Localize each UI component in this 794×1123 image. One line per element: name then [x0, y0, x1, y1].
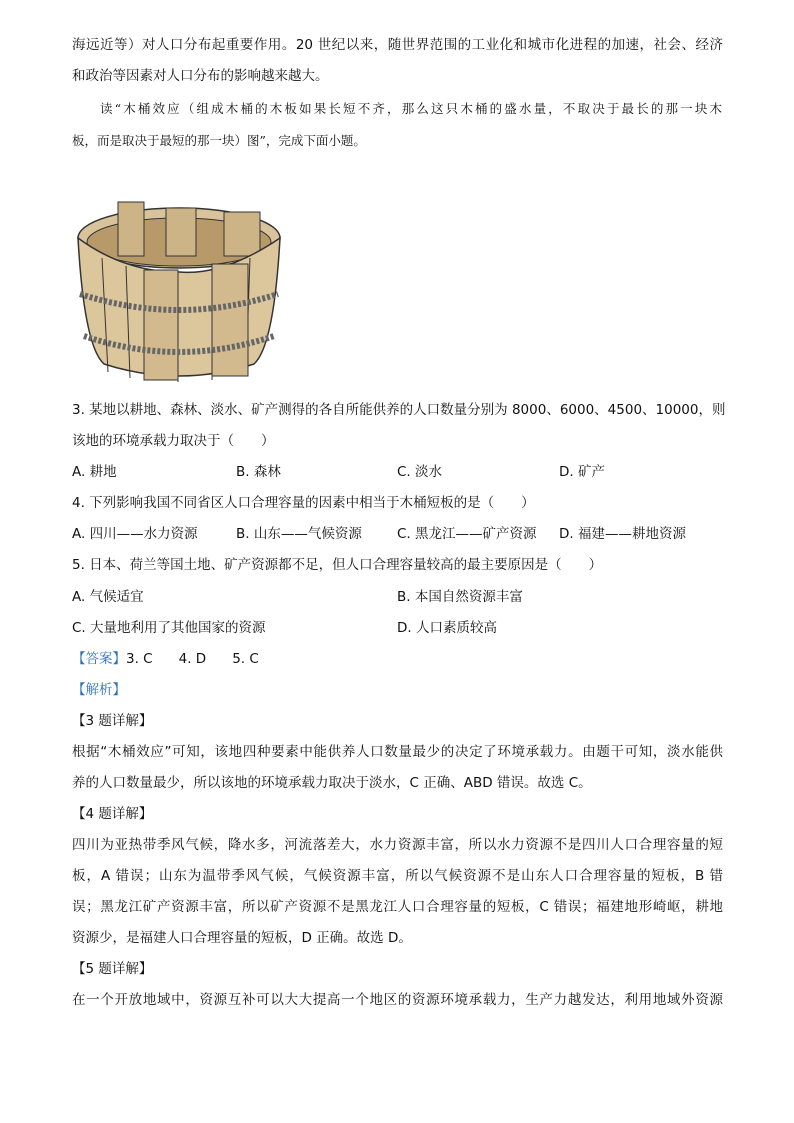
analysis-line: 板，A 错误；山东为温带季风气候，气候资源丰富，所以气候资源不是山东人口合理容量的短板，B 错	[72, 868, 723, 884]
question-5-option-c[interactable]: C. 大量地利用了其他国家的资源	[72, 620, 266, 636]
analysis-line: 四川为亚热带季风气候，降水多，河流落差大，水力资源丰富，所以水力资源不是四川人口合理容量的短	[72, 837, 723, 853]
section-heading: 【5 题详解】	[72, 961, 153, 977]
answer-row	[72, 649, 723, 669]
section-heading: 【4 题详解】	[72, 806, 153, 822]
answer-item: 3. C	[126, 651, 153, 667]
analysis-line: 在一个开放地域中，资源互补可以大大提高一个地区的资源环境承载力，生产力越发达，利用地域外资源	[72, 992, 723, 1008]
question-5-stem: 5. 日本、荷兰等国土地、矿产资源都不足，但人口合理容量较高的最主要原因是（ ）	[72, 557, 603, 573]
question-3-option-a[interactable]: A. 耕地	[72, 464, 117, 480]
question-4-option-d[interactable]: D. 福建——耕地资源	[559, 526, 686, 542]
reading-prompt: 读“木桶效应（组成木桶的木板如果长短不齐，那么这只木桶的盛水量，不取决于最长的那一块木	[100, 101, 722, 116]
analysis-line: 误；黑龙江矿产资源丰富，所以矿产资源不是黑龙江人口合理容量的短板，C 错误；福建地形崎岖，耕地	[72, 899, 723, 915]
answer-item: 4. D	[178, 651, 207, 667]
wooden-barrel-illustration	[74, 196, 284, 382]
question-5-option-b[interactable]: B. 本国自然资源丰富	[397, 589, 523, 605]
question-3-option-c[interactable]: C. 淡水	[397, 464, 443, 480]
question-5-option-a[interactable]: A. 气候适宜	[72, 589, 144, 605]
analysis-line: 根据“木桶效应”可知，该地四种要素中能供养人口数量最少的决定了环境承载力。由题干可知，淡水能供	[72, 744, 723, 760]
question-3-option-d[interactable]: D. 矿产	[559, 464, 605, 480]
analysis-line: 养的人口数量最少，所以该地的环境承载力取决于淡水，C 正确、ABD 错误。故选 C。	[72, 775, 592, 791]
question-4-stem: 4. 下列影响我国不同省区人口合理容量的因素中相当于木桶短板的是（ ）	[72, 495, 535, 511]
analysis-label: 【解析】	[72, 682, 126, 698]
section-heading: 【3 题详解】	[72, 713, 153, 729]
answer-item: 5. C	[232, 651, 259, 667]
answer-label: 【答案】	[72, 651, 126, 667]
analysis-line: 资源少，是福建人口合理容量的短板，D 正确。故选 D。	[72, 930, 412, 946]
question-4-option-b[interactable]: B. 山东——气候资源	[236, 526, 362, 542]
reading-prompt: 板，而是取决于最短的那一块）图”，完成下面小题。	[72, 133, 366, 148]
question-4-option-a[interactable]: A. 四川——水力资源	[72, 526, 198, 542]
question-3-option-b[interactable]: B. 森林	[236, 464, 281, 480]
question-3-stem: 3. 某地以耕地、森林、淡水、矿产测得的各自所能供养的人口数量分别为 8000、6000、4500、10000，则	[72, 402, 726, 418]
question-5-option-d[interactable]: D. 人口素质较高	[397, 620, 497, 636]
intro-line: 海远近等）对人口分布起重要作用。20 世纪以来，随世界范围的工业化和城市化进程的加速，社会、经济	[72, 37, 723, 53]
question-4-option-c[interactable]: C. 黑龙江——矿产资源	[397, 526, 537, 542]
intro-line: 和政治等因素对人口分布的影响越来越大。	[72, 68, 329, 84]
question-3-stem: 该地的环境承载力取决于（ ）	[72, 433, 275, 449]
